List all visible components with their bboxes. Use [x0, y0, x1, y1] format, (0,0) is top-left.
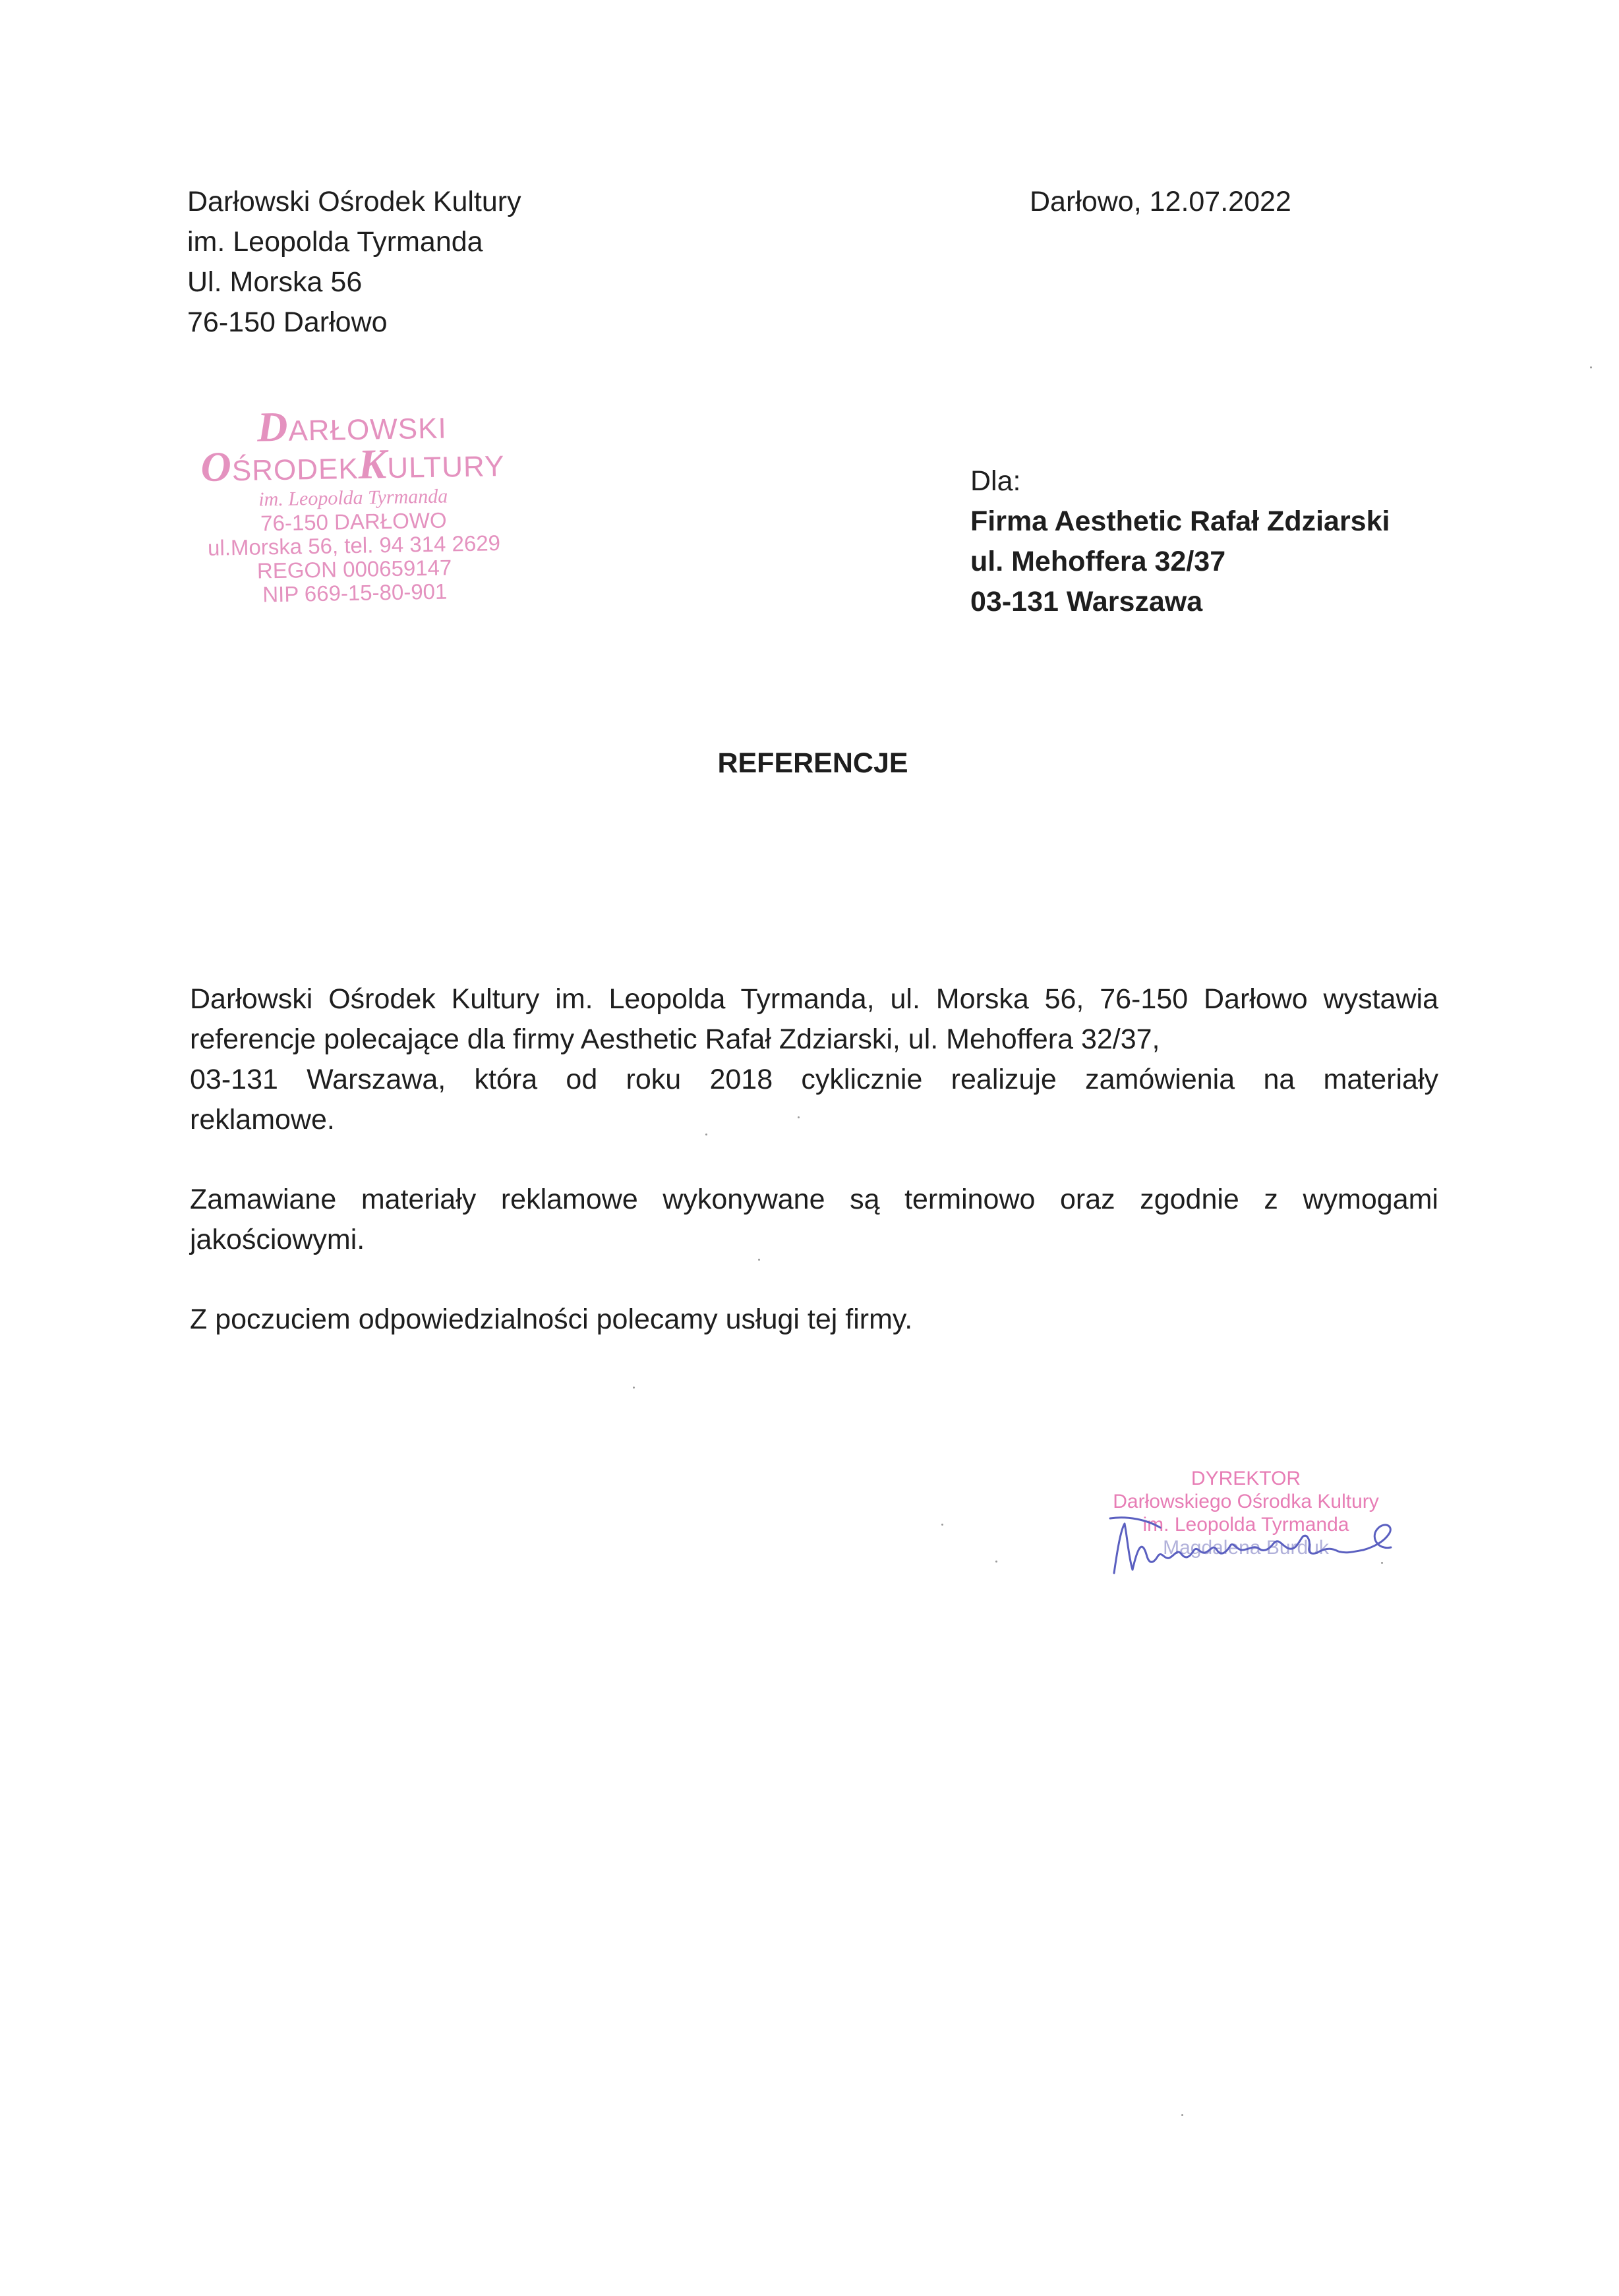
- paragraph-1-line-1: Darłowski Ośrodek Kultury im. Leopolda Tyrmanda, ul. Morska 56, 76-150 Darłowo wystawia: [190, 983, 1438, 1015]
- stamp-title-initial-k: K: [357, 440, 388, 488]
- paragraph-3-line-1: Z poczuciem odpowiedzialności polecamy usługi tej firmy.: [190, 1304, 913, 1335]
- scan-speck: [941, 1524, 943, 1526]
- sender-patron: im. Leopolda Tyrmanda: [187, 226, 483, 258]
- scan-speck: [1590, 366, 1592, 368]
- sender-name: Darłowski Ośrodek Kultury: [187, 186, 521, 217]
- sender-address: [187, 182, 521, 343]
- scan-speck: [798, 1116, 800, 1118]
- stamp-city: 76-150 DARŁOWO: [260, 507, 447, 536]
- stamp-title-part: ARŁOWSKI: [288, 412, 448, 447]
- stamp-regon: REGON 000659147: [256, 555, 452, 583]
- addressee-city: 03-131 Warszawa: [970, 586, 1203, 617]
- stamp-title-initial-d: D: [256, 403, 289, 451]
- paragraph-1-line-2: referencje polecające dla firmy Aesthetic Rafał Zdziarski, ul. Mehoffera 32/37,: [190, 1023, 1160, 1055]
- institution-stamp: [167, 405, 539, 608]
- letter-body: [190, 979, 1438, 1340]
- director-name: Magdalena Burduk: [1163, 1537, 1329, 1559]
- scan-speck: [633, 1387, 635, 1389]
- scan-speck: [758, 1259, 760, 1261]
- sender-street: Ul. Morska 56: [187, 266, 363, 298]
- addressee-block: [970, 461, 1390, 622]
- letter-date: Darłowo, 12.07.2022: [1030, 186, 1291, 217]
- director-role: DYREKTOR: [1191, 1468, 1301, 1489]
- stamp-nip: NIP 669-15-80-901: [262, 579, 448, 607]
- addressee-label: Dla:: [970, 465, 1021, 497]
- stamp-title-initial-o: O: [200, 443, 233, 491]
- document-title: REFERENCJE: [717, 747, 908, 779]
- sender-city: 76-150 Darłowo: [187, 306, 388, 338]
- stamp-title: [167, 405, 537, 490]
- paragraph-2-line-2: jakościowymi.: [190, 1224, 365, 1255]
- handwritten-signature: [1101, 1510, 1404, 1583]
- scan-speck: [1181, 2114, 1183, 2116]
- addressee-street: ul. Mehoffera 32/37: [970, 546, 1226, 577]
- scan-speck: [995, 1561, 997, 1563]
- paragraph-1-line-4: reklamowe.: [190, 1104, 335, 1135]
- paragraph-1-line-3: 03-131 Warszawa, która od roku 2018 cyklicznie realizuje zamówienia na materiały: [190, 1064, 1438, 1095]
- stamp-address: ul.Morska 56, tel. 94 314 2629: [207, 531, 501, 560]
- stamp-title-part: ŚRODEK: [231, 452, 359, 488]
- director-institution: Darłowskiego Ośrodka Kultury: [1113, 1491, 1379, 1512]
- paragraph-2-line-1: Zamawiane materiały reklamowe wykonywane są terminowo oraz zgodnie z wymogami: [190, 1184, 1438, 1215]
- stamp-patron: im. Leopolda Tyrmanda: [258, 485, 448, 511]
- scan-speck: [1381, 1562, 1383, 1564]
- scan-speck: [705, 1134, 707, 1135]
- addressee-company: Firma Aesthetic Rafał Zdziarski: [970, 505, 1390, 537]
- director-patron: im. Leopolda Tyrmanda: [1142, 1514, 1349, 1535]
- stamp-title-part: ULTURY: [386, 449, 505, 485]
